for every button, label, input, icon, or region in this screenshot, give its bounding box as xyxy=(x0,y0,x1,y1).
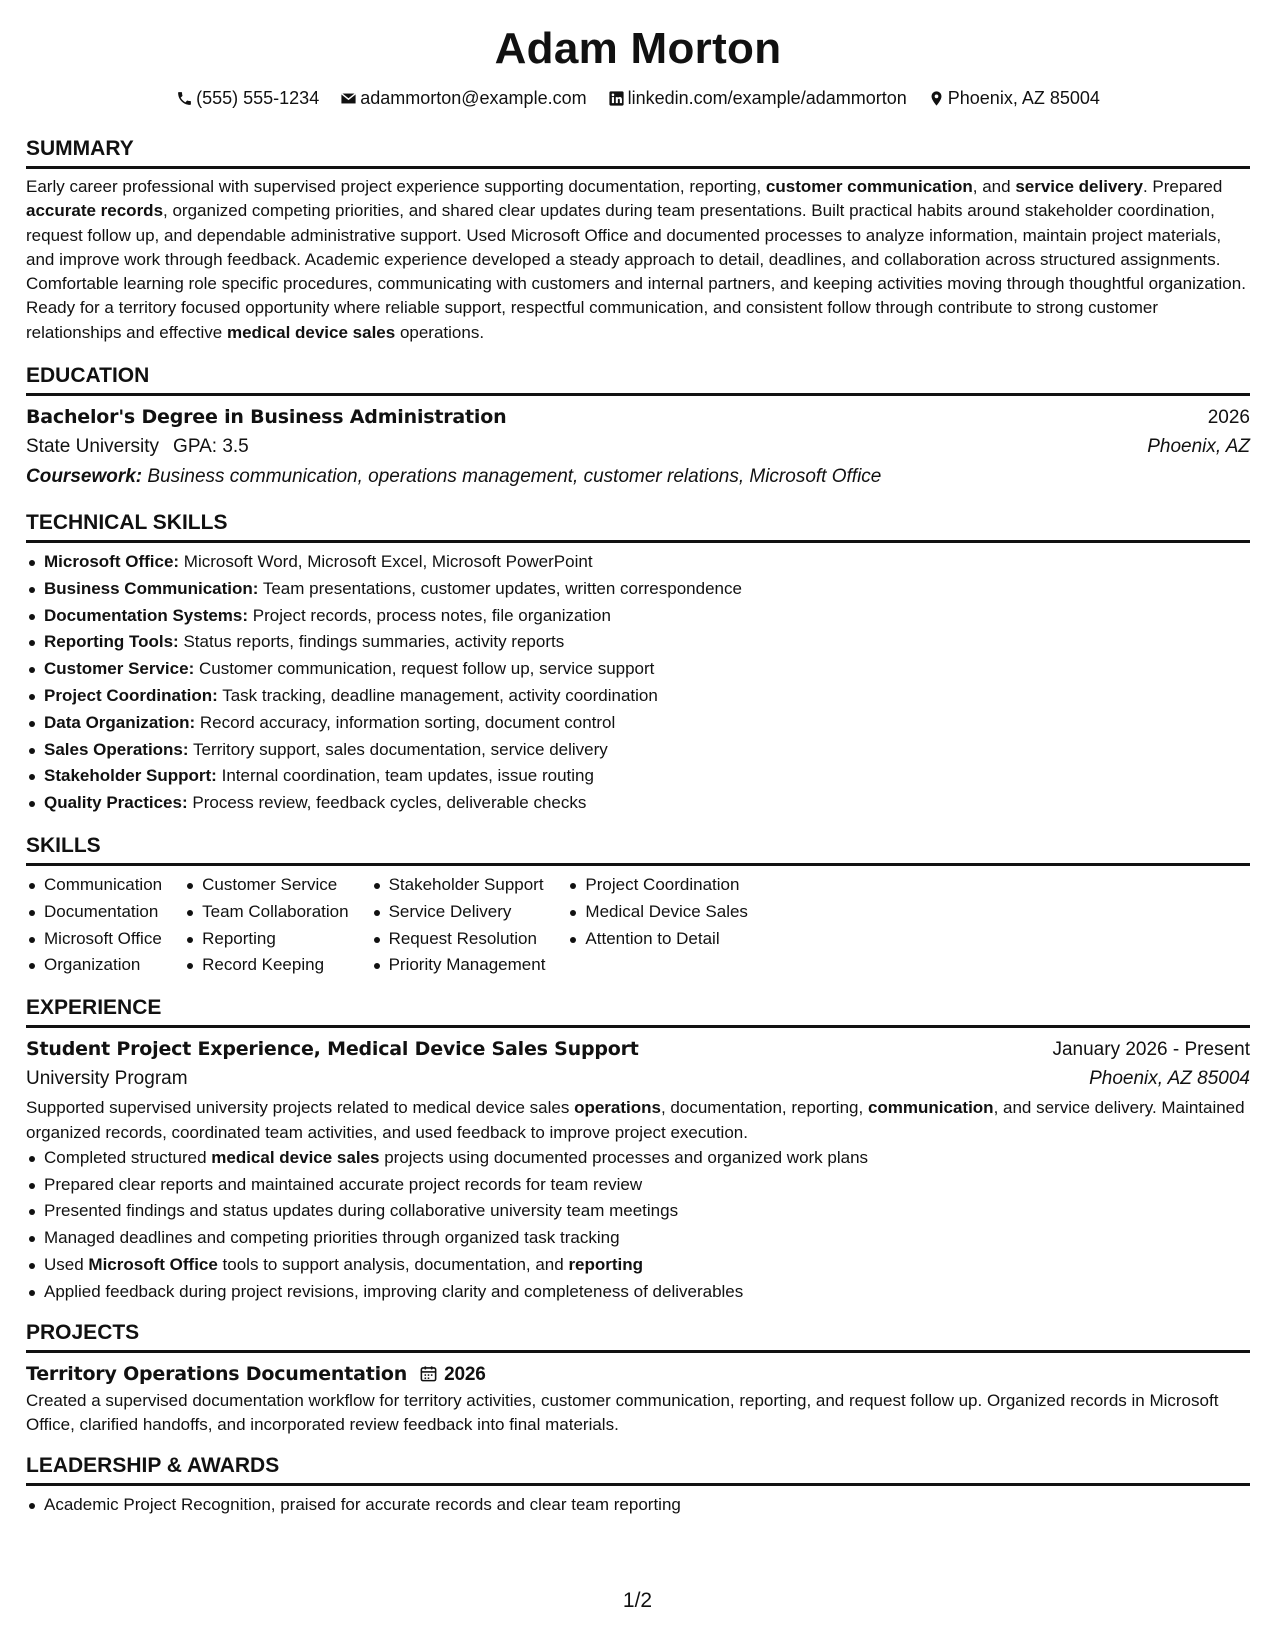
project-title-row xyxy=(26,1359,1250,1389)
education-header-row xyxy=(26,402,1250,432)
emphasis-text: medical device sales xyxy=(226,322,396,342)
text-run: Early career professional with supervised project experience supporting documentation, reporting, xyxy=(26,177,766,196)
experience-description xyxy=(26,1096,1250,1145)
skill-item: Microsoft Office xyxy=(44,926,162,953)
skill-category: Quality Practices: xyxy=(44,793,188,813)
phone-icon xyxy=(176,90,193,107)
education-school-row xyxy=(26,432,1250,462)
technical-skill-item xyxy=(44,603,1250,630)
section-title: TECHNICAL SKILLS xyxy=(26,511,228,535)
role-location: Phoenix, AZ 85004 xyxy=(1089,1068,1250,1090)
experience-header-row xyxy=(26,1034,1250,1064)
technical-skill-item xyxy=(44,656,1250,683)
role-dates: January 2026 - Present xyxy=(1052,1039,1250,1061)
section-title: SUMMARY xyxy=(26,137,134,160)
emphasis-text: communication xyxy=(867,1098,994,1118)
technical-skills-section xyxy=(26,510,1250,817)
skill-item: Team Collaboration xyxy=(202,899,348,926)
coursework-text: Business communication, operations management, customer relations, Microsoft Office xyxy=(147,466,882,488)
skill-details: Internal coordination, team updates, issue routing xyxy=(221,766,594,786)
text-run: . Prepared xyxy=(1142,177,1223,196)
leadership-section xyxy=(26,1453,1250,1519)
experience-bullet xyxy=(44,1225,1250,1252)
project-year: 2026 xyxy=(444,1363,486,1385)
skill-details: Record accuracy, information sorting, document control xyxy=(199,712,616,732)
experience-section xyxy=(26,995,1250,1305)
project-description: Created a supervised documentation workflow for territory activities, customer communication, reporting, and request follow up. Organized records in Microsoft Office, clarified handoffs, and incorporated review feedback into final materials. xyxy=(26,1390,1219,1434)
skill-category: Documentation Systems: xyxy=(44,605,249,625)
school-line xyxy=(26,432,249,462)
skill-details: Process review, feedback cycles, deliverable checks xyxy=(192,793,587,813)
skill-category: Reporting Tools: xyxy=(44,632,179,652)
linkedin-icon xyxy=(608,90,625,107)
text-run: projects using documented processes and organized work plans xyxy=(379,1147,869,1167)
experience-org-row xyxy=(26,1064,1250,1094)
map-pin-icon xyxy=(928,90,945,107)
text-run: Applied feedback during project revisions, improving clarity and completeness of deliverables xyxy=(44,1281,744,1301)
contact-bar xyxy=(26,86,1250,110)
technical-skill-item xyxy=(44,576,1250,603)
technical-skill-item xyxy=(44,549,1250,576)
section-title: EDUCATION xyxy=(26,364,150,388)
skill-category: Data Organization: xyxy=(44,712,196,732)
envelope-icon xyxy=(340,90,357,107)
education-section xyxy=(26,363,1250,492)
calendar-icon xyxy=(419,1364,438,1383)
text-run: operations. xyxy=(395,322,485,342)
skill-category: Project Coordination: xyxy=(44,686,218,706)
section-title: SKILLS xyxy=(26,834,101,858)
resume-page xyxy=(26,0,1250,1519)
emphasis-text: reporting xyxy=(568,1255,644,1275)
skill-category: Stakeholder Support: xyxy=(44,766,217,786)
skill-item: Communication xyxy=(44,872,162,899)
skill-details: Project records, process notes, file organization xyxy=(252,605,611,625)
technical-skill-item xyxy=(44,763,1250,790)
role-title: Student Project Experience, Medical Device Sales Support xyxy=(26,1038,639,1061)
text-run: , and service delivery. Maintained organized records, coordinated team activities, and used feedback to improve project execution. xyxy=(26,1098,1245,1142)
skills-column xyxy=(371,872,546,979)
skill-details: Status reports, findings summaries, activity reports xyxy=(183,632,565,652)
graduation-year: 2026 xyxy=(1207,407,1250,429)
skill-category: Sales Operations: xyxy=(44,739,189,759)
skill-item: Service Delivery xyxy=(389,899,546,926)
section-divider xyxy=(26,1025,1250,1028)
section-title: EXPERIENCE xyxy=(26,996,162,1020)
technical-skill-item xyxy=(44,683,1250,710)
section-divider xyxy=(26,540,1250,543)
technical-skill-item xyxy=(44,737,1250,764)
technical-skill-item xyxy=(44,629,1250,656)
text-run: , documentation, reporting, xyxy=(660,1098,868,1118)
technical-skill-item xyxy=(44,790,1250,817)
skill-details: Customer communication, request follow up, service support xyxy=(198,659,655,679)
emphasis-text: service delivery xyxy=(1015,177,1143,196)
emphasis-text: operations xyxy=(574,1098,661,1118)
linkedin-text[interactable]: linkedin.com/example/adammorton xyxy=(627,88,907,108)
leadership-list xyxy=(26,1492,1250,1519)
experience-bullet xyxy=(44,1172,1250,1199)
emphasis-text: Microsoft Office xyxy=(88,1255,218,1275)
gpa: GPA: 3.5 xyxy=(173,436,249,458)
skill-item: Medical Device Sales xyxy=(585,899,748,926)
text-run: Completed structured xyxy=(44,1147,212,1167)
skill-item: Reporting xyxy=(202,926,348,953)
page-number: 1/2 xyxy=(622,1589,653,1612)
skill-item: Attention to Detail xyxy=(585,926,748,953)
summary-section xyxy=(26,136,1250,345)
text-run: Presented findings and status updates during collaborative university team meetings xyxy=(44,1201,679,1221)
skill-category: Microsoft Office: xyxy=(44,552,180,572)
skill-details: Territory support, sales documentation, service delivery xyxy=(192,739,608,759)
emphasis-text: accurate records xyxy=(26,201,164,221)
text-run: Managed deadlines and competing priorities through organized task tracking xyxy=(44,1228,620,1248)
award-item: Academic Project Recognition, praised for accurate records and clear team reporting xyxy=(44,1492,1250,1519)
school-location: Phoenix, AZ xyxy=(1147,436,1250,458)
skill-item: Project Coordination xyxy=(585,872,748,899)
contact-email[interactable] xyxy=(340,86,586,110)
experience-bullet xyxy=(44,1252,1250,1279)
skill-details: Task tracking, deadline management, activity coordination xyxy=(222,686,658,706)
skills-section xyxy=(26,833,1250,979)
skill-details: Microsoft Word, Microsoft Excel, Microsoft PowerPoint xyxy=(183,552,593,572)
section-divider xyxy=(26,166,1250,169)
skill-item: Record Keeping xyxy=(202,952,348,979)
coursework-label: Coursework: xyxy=(26,466,143,488)
contact-linkedin[interactable] xyxy=(608,86,907,110)
contact-phone xyxy=(176,86,319,110)
technical-skill-item xyxy=(44,710,1250,737)
skill-category: Business Communication: xyxy=(44,578,259,598)
skill-item: Priority Management xyxy=(389,952,546,979)
skills-column xyxy=(26,872,162,979)
section-divider xyxy=(26,1350,1250,1353)
experience-bullet xyxy=(44,1279,1250,1306)
text-run: Used xyxy=(44,1255,89,1275)
section-title: PROJECTS xyxy=(26,1320,140,1344)
skill-item: Stakeholder Support xyxy=(389,872,546,899)
coursework-line xyxy=(26,462,1250,492)
skill-details: Team presentations, customer updates, written correspondence xyxy=(262,578,742,598)
technical-skills-list xyxy=(26,549,1250,817)
emphasis-text: medical device sales xyxy=(211,1147,380,1167)
text-run: , and xyxy=(972,177,1016,196)
text-run: tools to support analysis, documentation, and xyxy=(217,1255,569,1275)
experience-bullet xyxy=(44,1198,1250,1225)
candidate-name: Adam Morton xyxy=(494,24,782,73)
skill-item: Organization xyxy=(44,952,162,979)
skill-item: Documentation xyxy=(44,899,162,926)
section-divider xyxy=(26,393,1250,396)
location-text: Phoenix, AZ 85004 xyxy=(947,88,1100,108)
summary-text xyxy=(26,175,1250,345)
skills-column xyxy=(184,872,348,979)
contact-location xyxy=(928,86,1100,110)
skills-grid xyxy=(26,872,1250,979)
experience-bullets xyxy=(26,1145,1250,1306)
phone-text: (555) 555-1234 xyxy=(196,88,320,108)
organization-name: University Program xyxy=(26,1068,188,1090)
experience-bullet xyxy=(44,1145,1250,1172)
email-text[interactable]: adammorton@example.com xyxy=(360,88,587,108)
projects-section xyxy=(26,1320,1250,1438)
project-name: Territory Operations Documentation xyxy=(26,1362,408,1385)
degree-title: Bachelor's Degree in Business Administration xyxy=(26,406,507,429)
skill-item: Customer Service xyxy=(202,872,348,899)
section-title: LEADERSHIP & AWARDS xyxy=(26,1454,280,1478)
text-run: Supported supervised university projects related to medical device sales xyxy=(26,1098,575,1118)
text-run: , organized competing priorities, and shared clear updates during team presentations. Built practical habits around stakeholder coordination, request follow up, and dependable administrative support. Used Microsoft Office and documented processes to analyze information, maintain project materials, and improve work through feedback. Academic experience developed a steady approach to detail, deadlines, and collaboration across structured assignments. Comfortable learning role specific procedures, communicating with customers and internal partners, and keeping activities moving through thoughtful organization. Ready for a territory focused opportunity where reliable support, respectful communication, and consistent follow through contribute to strong customer relationships and effective xyxy=(26,201,1246,342)
emphasis-text: customer communication xyxy=(765,177,973,196)
section-divider xyxy=(26,863,1250,866)
skills-column xyxy=(567,872,748,979)
section-divider xyxy=(26,1483,1250,1486)
text-run: Prepared clear reports and maintained accurate project records for team review xyxy=(44,1174,643,1194)
skill-item: Request Resolution xyxy=(389,926,546,953)
skill-category: Customer Service: xyxy=(44,659,195,679)
school-name: State University xyxy=(26,436,160,458)
